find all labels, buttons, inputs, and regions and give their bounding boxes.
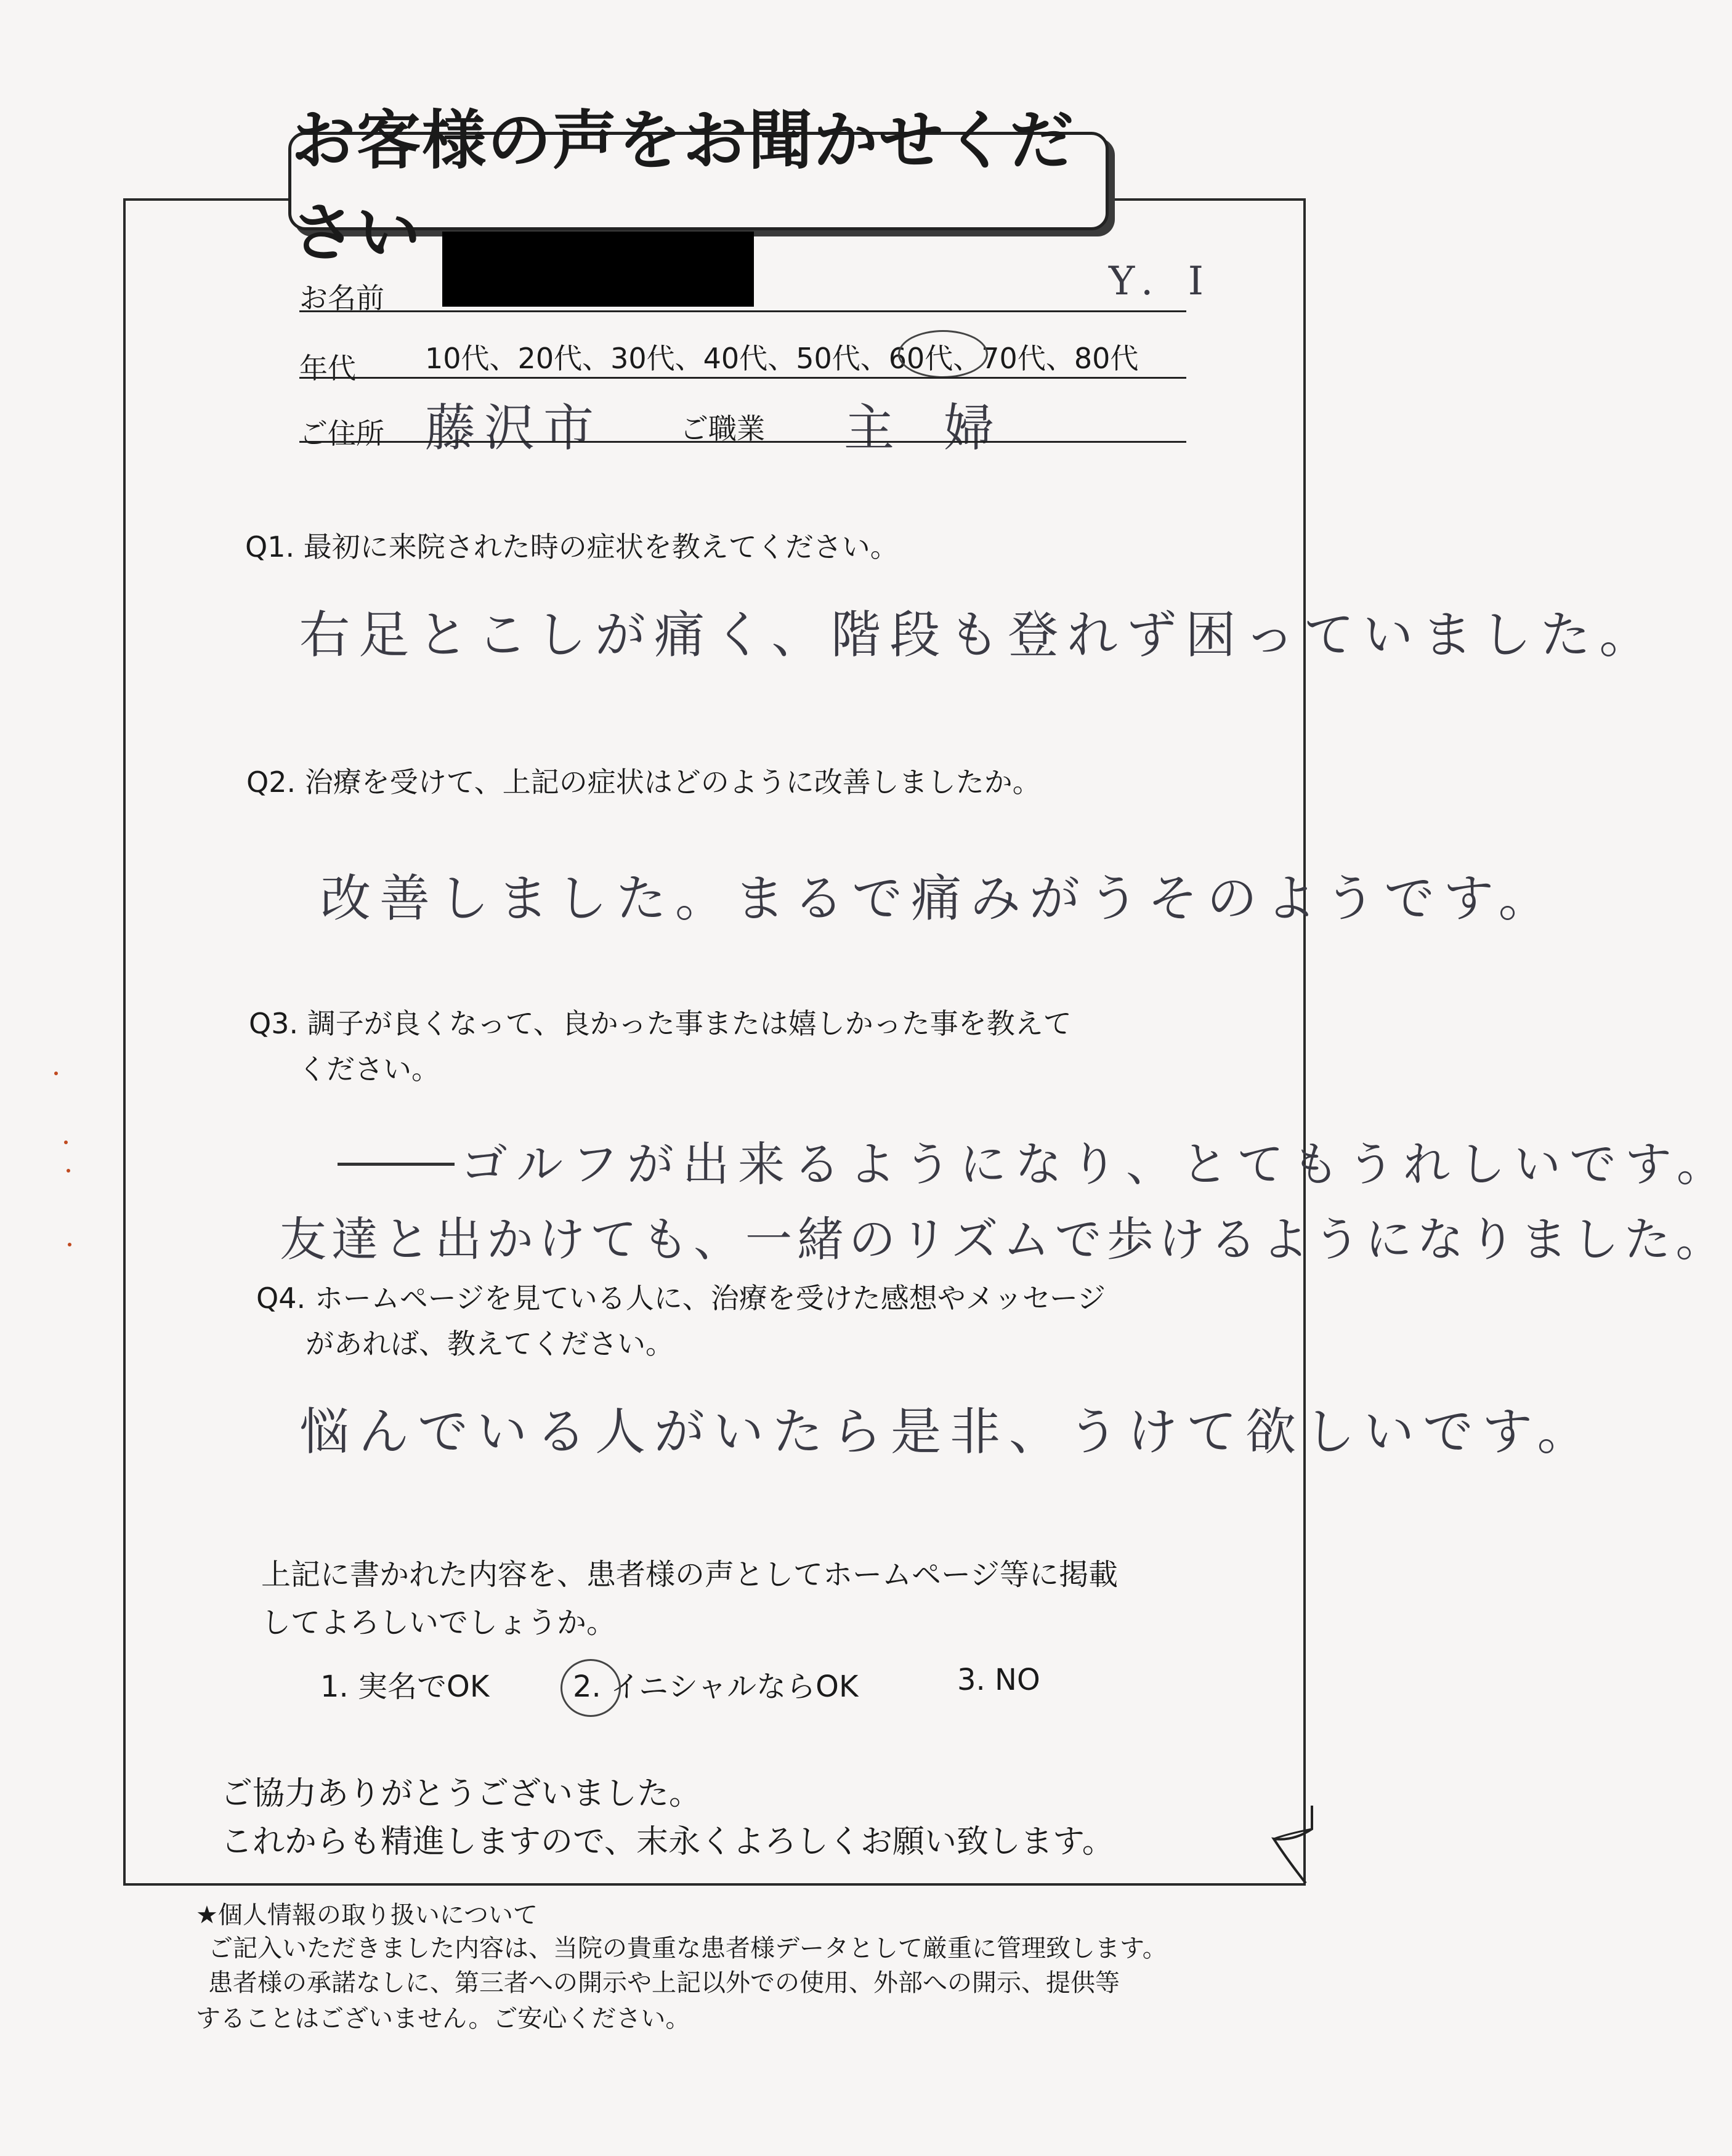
question-2: Q2. 治療を受けて、上記の症状はどのように改善しましたか。 [246, 765, 1041, 799]
age-separator: 、 [674, 342, 703, 375]
privacy-line-2: 患者様の承諾なしに、第三者への開示や上記以外での使用、外部への開示、提供等 [208, 1969, 1120, 1997]
age-option-60s-selected: 60代 [888, 342, 953, 375]
scan-speck [68, 1243, 71, 1246]
form-title-text: お客様の声をお聞かせください [291, 103, 1075, 270]
privacy-title: ★個人情報の取り扱いについて [196, 1901, 538, 1929]
name-label: お名前 [299, 281, 384, 315]
redacted-name [442, 232, 754, 307]
scan-speck [67, 1169, 70, 1173]
question-1: Q1. 最初に来院された時の症状を教えてください。 [245, 530, 899, 563]
strikethrough-mark [338, 1163, 455, 1166]
consent-option-2-selected: 2. イニシャルならOK [573, 1669, 859, 1704]
occupation-value: 主婦 [844, 399, 1044, 458]
address-label: ご住所 [299, 417, 384, 450]
age-option-50s: 50代 [796, 342, 860, 375]
occupation-label: ご職業 [680, 412, 765, 445]
consent-selection-circle [560, 1659, 621, 1717]
address-value: 藤沢市 [425, 399, 603, 458]
age-label: 年代 [299, 352, 356, 385]
question-4-line-1: Q4. ホームページを見ている人に、治療を受けた感想やメッセージ [256, 1282, 1106, 1315]
answer-1: 右足とこしが痛く、階段も登れず困っていました。 [299, 606, 1659, 664]
scan-speck [64, 1141, 68, 1144]
age-separator: 、 [582, 342, 611, 375]
answer-4: 悩んでいる人がいたら是非、うけて欲しいです。 [299, 1403, 1596, 1461]
consent-option-1: 1. 実名でOK [320, 1669, 490, 1704]
privacy-line-3: することはございません。ご安心ください。 [196, 2005, 690, 2033]
consent-option-3: 3. NO [957, 1663, 1040, 1697]
age-separator: 、 [860, 342, 889, 375]
consent-text-line-2: してよろしいでしょうか。 [261, 1605, 617, 1640]
page-curl-icon [1269, 1804, 1324, 1884]
privacy-line-1: ご記入いただきました内容は、当院の貴重な患者様データとして厳重に管理致します。 [208, 1934, 1167, 1963]
address-underline [299, 441, 1186, 443]
age-options [425, 336, 1138, 377]
answer-3-line-1: ゴルフが出来るようになり、とてもうれしいです。 [461, 1137, 1732, 1192]
question-3-line-2: ください。 [298, 1052, 440, 1086]
question-4-line-2: があれば、教えてください。 [306, 1327, 674, 1360]
age-option-10s: 10代 [425, 342, 490, 375]
answer-2: 改善しました。まるで痛みがうそのようです。 [320, 870, 1558, 928]
age-selection-circle [898, 330, 988, 378]
age-option-20s: 20代 [517, 342, 583, 375]
age-option-80s: 80代 [1074, 342, 1139, 375]
age-separator: 、 [1045, 342, 1074, 375]
age-separator: 、 [953, 342, 982, 375]
name-underline [299, 310, 1186, 312]
scan-speck [54, 1072, 58, 1075]
age-separator: 、 [767, 342, 796, 375]
age-option-70s: 70代 [981, 342, 1046, 375]
age-separator: 、 [489, 342, 518, 375]
thanks-line-2: これからも精進しますので、末永くよろしくお願い致します。 [221, 1823, 1114, 1860]
consent-text-line-1: 上記に書かれた内容を、患者様の声としてホームページ等に掲載 [261, 1557, 1119, 1592]
age-option-30s: 30代 [610, 342, 675, 375]
question-3-line-1: Q3. 調子が良くなって、良かった事または嬉しかった事を教えて [249, 1007, 1072, 1040]
thanks-line-1: ご協力ありがとうございました。 [221, 1775, 702, 1812]
name-initials: Y. I [1109, 259, 1215, 304]
form-title [288, 103, 1109, 270]
age-option-40s: 40代 [703, 342, 768, 375]
age-underline [299, 377, 1186, 379]
answer-3-line-2: 友達と出かけても、一緒のリズムで歩けるようになりました。 [280, 1212, 1728, 1267]
